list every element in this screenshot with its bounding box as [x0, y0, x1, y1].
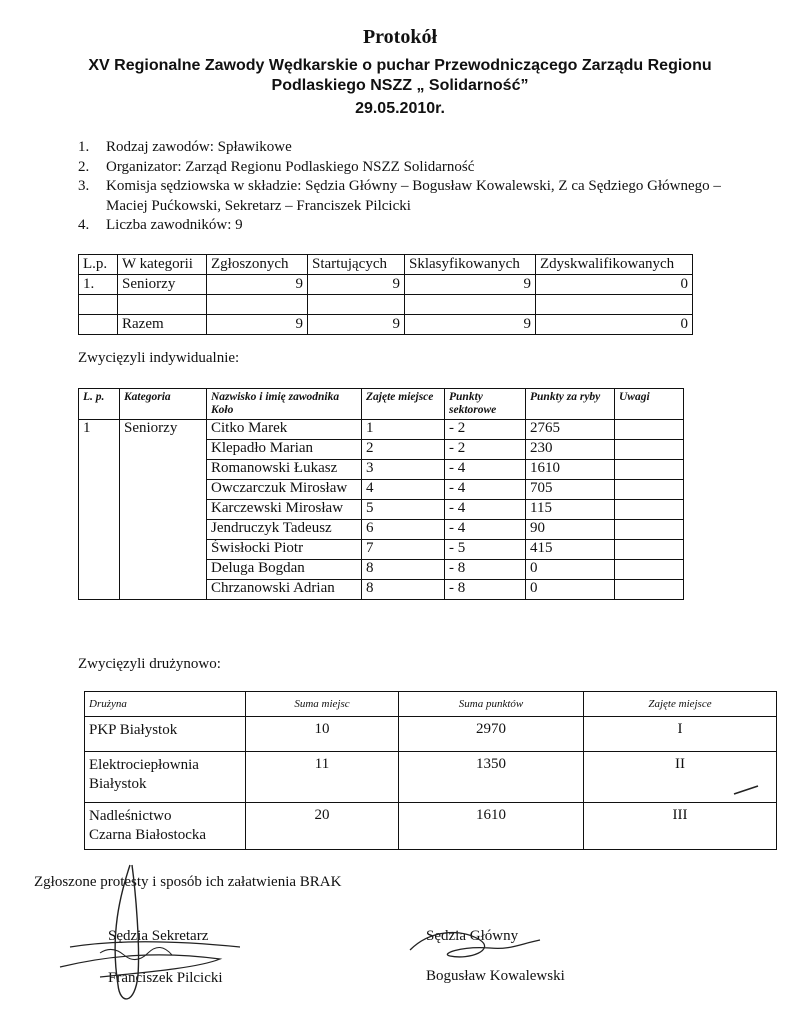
secretary-role: Sędzia Sekretarz [108, 928, 209, 944]
table-row [79, 420, 684, 440]
name-cell: Klepadło Marian [207, 440, 362, 460]
team-name-line-2: Czarna Białostocka [89, 827, 207, 843]
team-points-cell: 1610 [399, 803, 584, 850]
document-subtitle [40, 56, 760, 96]
table-cell: 9 [207, 275, 308, 295]
table-row [85, 752, 777, 803]
team-rank-cell: II [584, 752, 777, 803]
info-list [78, 138, 738, 236]
table-cell [118, 295, 207, 315]
info-text: Liczba zawodników: 9 [106, 217, 243, 233]
column-header: Zajęte miejsce [584, 692, 777, 717]
team-table [84, 691, 777, 850]
column-header: L.p. [79, 255, 118, 275]
info-item [78, 158, 738, 178]
column-header: Suma miejsc [246, 692, 399, 717]
table-header-row [79, 389, 684, 420]
team-label: Zwycięzyli drużynowo: [78, 656, 221, 672]
summary-table [78, 254, 693, 335]
lp-cell: 1 [79, 420, 120, 600]
fish-points-cell: 2765 [526, 420, 615, 440]
team-points-cell: 1350 [399, 752, 584, 803]
column-header: Zgłoszonych [207, 255, 308, 275]
name-cell: Świsłocki Piotr [207, 540, 362, 560]
team-places-cell: 20 [246, 803, 399, 850]
document-date: 29.05.2010r. [355, 100, 445, 117]
sector-cell: - 5 [445, 540, 526, 560]
table-row [85, 803, 777, 850]
chief-judge-role: Sędzia Główny [426, 928, 519, 944]
column-header: Punkty za ryby [526, 389, 615, 420]
column-header: Punkty sektorowe [445, 389, 526, 420]
notes-cell [615, 560, 684, 580]
document-title: Protokół [362, 26, 438, 48]
team-rank-cell: I [584, 717, 777, 752]
sector-cell: - 4 [445, 480, 526, 500]
name-cell: Citko Marek [207, 420, 362, 440]
margin-mark [730, 780, 770, 800]
column-header: L. p. [79, 389, 120, 420]
place-cell: 4 [362, 480, 445, 500]
team-places-cell: 10 [246, 717, 399, 752]
notes-cell [615, 520, 684, 540]
table-cell: 9 [405, 315, 536, 335]
chief-judge-signature [400, 920, 550, 970]
table-row [79, 295, 693, 315]
name-cell: Owczarczuk Mirosław [207, 480, 362, 500]
notes-cell [615, 460, 684, 480]
place-cell: 3 [362, 460, 445, 480]
info-number: 3. [78, 178, 90, 194]
subtitle-line-2: Podlaskiego NSZZ „ Solidarność” [271, 77, 529, 94]
table-cell [79, 315, 118, 335]
name-cell: Jendruczyk Tadeusz [207, 520, 362, 540]
column-header: Drużyna [85, 692, 246, 717]
info-item [78, 216, 738, 236]
subtitle-line-1: XV Regionalne Zawody Wędkarskie o puchar Przewodniczącego Zarządu Regionu [88, 57, 712, 74]
fish-points-cell: 0 [526, 580, 615, 600]
table-cell: 9 [405, 275, 536, 295]
table-cell: 9 [207, 315, 308, 335]
column-header: Zajęte miejsce [362, 389, 445, 420]
info-number: 4. [78, 217, 90, 233]
table-cell: 0 [536, 275, 693, 295]
table-cell: 9 [308, 275, 405, 295]
team-places-cell: 11 [246, 752, 399, 803]
sector-cell: - 4 [445, 520, 526, 540]
sector-cell: - 8 [445, 580, 526, 600]
sector-cell: - 2 [445, 420, 526, 440]
team-name-cell [85, 752, 246, 803]
table-cell [405, 295, 536, 315]
table-cell: 0 [536, 315, 693, 335]
notes-cell [615, 420, 684, 440]
table-cell: Razem [118, 315, 207, 335]
name-cell: Deluga Bogdan [207, 560, 362, 580]
place-cell: 8 [362, 580, 445, 600]
column-header: W kategorii [118, 255, 207, 275]
individual-table [78, 388, 684, 600]
info-text: Rodzaj zawodów: Spławikowe [106, 139, 292, 155]
place-cell: 1 [362, 420, 445, 440]
info-item [78, 177, 738, 216]
category-cell: Seniorzy [120, 420, 207, 600]
team-name: Nadleśnictwo [89, 808, 172, 824]
column-header: Uwagi [615, 389, 684, 420]
table-cell: 9 [308, 315, 405, 335]
fish-points-cell: 90 [526, 520, 615, 540]
place-cell: 6 [362, 520, 445, 540]
table-row [85, 717, 777, 752]
place-cell: 2 [362, 440, 445, 460]
individual-label: Zwycięzyli indywidualnie: [78, 350, 240, 366]
sector-cell: - 4 [445, 460, 526, 480]
notes-cell [615, 480, 684, 500]
table-cell [79, 295, 118, 315]
column-header: Kategoria [120, 389, 207, 420]
chief-judge-name: Bogusław Kowalewski [426, 968, 565, 984]
info-number: 2. [78, 158, 90, 175]
name-cell: Karczewski Mirosław [207, 500, 362, 520]
name-cell: Romanowski Łukasz [207, 460, 362, 480]
notes-cell [615, 580, 684, 600]
table-row [79, 275, 693, 295]
team-points-cell: 2970 [399, 717, 584, 752]
table-header-row [85, 692, 777, 717]
table-cell [308, 295, 405, 315]
notes-cell [615, 440, 684, 460]
fish-points-cell: 705 [526, 480, 615, 500]
protests-text: Zgłoszone protesty i sposób ich załatwienia BRAK [34, 874, 342, 890]
team-name-cell [85, 717, 246, 752]
info-text: Organizator: Zarząd Regionu Podlaskiego NSZZ Solidarność [106, 158, 475, 175]
fish-points-cell: 415 [526, 540, 615, 560]
secretary-signature [40, 855, 280, 1015]
notes-cell [615, 500, 684, 520]
sector-cell: - 2 [445, 440, 526, 460]
column-header: Suma punktów [399, 692, 584, 717]
sector-cell: - 8 [445, 560, 526, 580]
column-header: Zdyskwalifikowanych [536, 255, 693, 275]
fish-points-cell: 115 [526, 500, 615, 520]
table-cell: Seniorzy [118, 275, 207, 295]
team-name-cell [85, 803, 246, 850]
fish-points-cell: 1610 [526, 460, 615, 480]
table-cell [207, 295, 308, 315]
team-name: Elektrociepłownia [89, 757, 199, 773]
column-header: Sklasyfikowanych [405, 255, 536, 275]
fish-points-cell: 230 [526, 440, 615, 460]
sector-cell: - 4 [445, 500, 526, 520]
column-header: Nazwisko i imię zawodnika Koło [207, 389, 362, 420]
place-cell: 5 [362, 500, 445, 520]
table-cell: 1. [79, 275, 118, 295]
team-name-line-2: Białystok [89, 776, 147, 792]
name-cell: Chrzanowski Adrian [207, 580, 362, 600]
place-cell: 8 [362, 560, 445, 580]
info-number: 1. [78, 139, 90, 155]
table-row [79, 315, 693, 335]
secretary-name: Franciszek Pilcicki [108, 970, 223, 986]
column-header: Startujących [308, 255, 405, 275]
team-rank-cell: III [584, 803, 777, 850]
fish-points-cell: 0 [526, 560, 615, 580]
info-text: Komisja sędziowska w składzie: Sędzia Główny – Bogusław Kowalewski, Z ca Sędziego Głównego – Maciej Pućkowski, Sekretarz – Franciszek Pilcicki [106, 178, 721, 214]
table-header-row [79, 255, 693, 275]
notes-cell [615, 540, 684, 560]
info-item [78, 138, 738, 158]
table-cell [536, 295, 693, 315]
team-name: PKP Białystok [89, 722, 178, 738]
place-cell: 7 [362, 540, 445, 560]
